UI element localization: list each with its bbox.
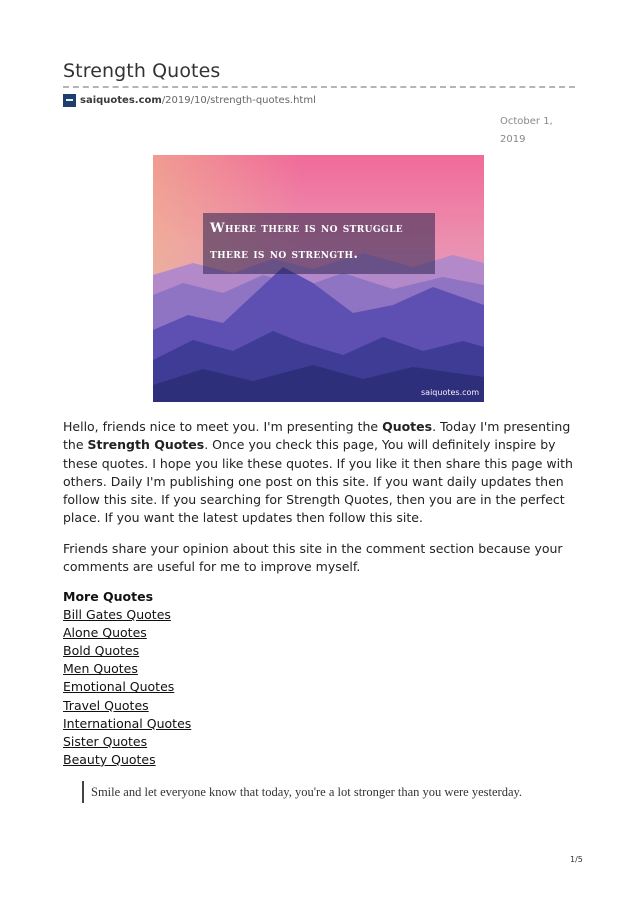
intro-text-1: Hello, friends nice to meet you. I'm presenting the xyxy=(63,419,383,434)
source-path[interactable]: /2019/10/strength-quotes.html xyxy=(161,94,316,106)
post-date-line1: October 1, xyxy=(500,116,553,127)
intro-bold-strength-quotes: Strength Quotes xyxy=(87,437,205,453)
link-alone-quotes[interactable]: Alone Quotes xyxy=(63,625,147,641)
more-quotes-section xyxy=(63,588,363,769)
opinion-paragraph: Friends share your opinion about this site in the comment section because your comments are useful for me to improve myself. xyxy=(63,541,563,575)
link-bill-gates-quotes[interactable]: Bill Gates Quotes xyxy=(63,607,171,623)
blockquote: Smile and let everyone know that today, you're a lot stronger than you were yesterday. xyxy=(82,781,571,803)
page-indicator: 1/5 xyxy=(570,855,583,864)
source-domain[interactable]: saiquotes.com xyxy=(80,94,162,106)
image-watermark: saiquotes.com xyxy=(421,388,480,397)
image-caption-line1: Where there is no struggle xyxy=(210,221,404,236)
hero-image xyxy=(153,155,484,402)
post-date-line2: 2019 xyxy=(500,134,526,145)
post-date xyxy=(500,113,560,149)
mountain-landscape xyxy=(153,155,484,402)
link-sister-quotes[interactable]: Sister Quotes xyxy=(63,733,148,749)
link-beauty-quotes[interactable]: Beauty Quotes xyxy=(63,751,156,767)
source-url[interactable] xyxy=(63,93,316,107)
dashed-divider xyxy=(63,86,575,88)
site-favicon-icon xyxy=(63,94,76,107)
link-international-quotes[interactable]: International Quotes xyxy=(63,715,192,731)
link-men-quotes[interactable]: Men Quotes xyxy=(63,661,138,677)
more-quotes-heading: More Quotes xyxy=(63,589,154,604)
link-travel-quotes[interactable]: Travel Quotes xyxy=(63,697,149,713)
intro-paragraph xyxy=(63,418,583,528)
image-caption-line2: there is no strength. xyxy=(210,247,359,262)
intro-text-3: . Once you check this page, You will definitely inspire by these quotes. I hope you like these quotes. If you like it then share this page with others. Daily I'm publishing one post on this site. If you want daily updates then follow this site. If you searching for Strength Quotes, then you are in the perfect place. If you want the latest updates then follow this site. xyxy=(63,437,573,526)
page-title: Strength Quotes xyxy=(63,60,221,82)
link-bold-quotes[interactable]: Bold Quotes xyxy=(63,643,140,659)
link-emotional-quotes[interactable]: Emotional Quotes xyxy=(63,679,175,695)
intro-bold-quotes: Quotes xyxy=(382,419,433,434)
intro-text-2: . Today I'm presenting the xyxy=(63,419,571,453)
